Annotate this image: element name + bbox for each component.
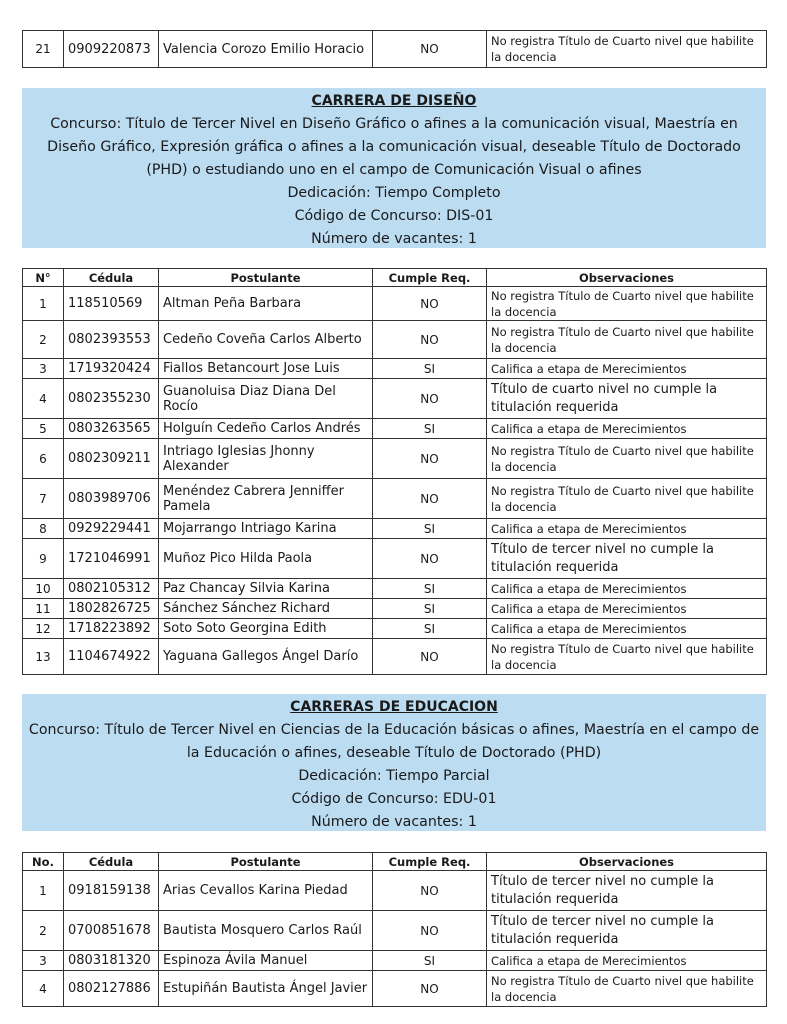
cedula-cell: 0803989706 <box>64 479 159 519</box>
row-number: 7 <box>23 479 64 519</box>
observaciones-cell: Título de cuarto nivel no cumple la titulación requerida <box>487 379 767 419</box>
postulante-cell: Mojarrango Intriago Karina <box>159 519 373 539</box>
postulante-cell: Paz Chancay Silvia Karina <box>159 579 373 599</box>
cedula-cell: 0802127886 <box>64 971 159 1007</box>
postulante-cell: Guanoluisa Diaz Diana Del Rocío <box>159 379 373 419</box>
postulante-cell: Altman Peña Barbara <box>159 287 373 321</box>
section-title: CARRERA DE DISEÑO <box>311 93 477 109</box>
table-row <box>23 359 767 379</box>
header-cedula: Cédula <box>64 853 159 871</box>
row-number: 5 <box>23 419 64 439</box>
dedicacion-text: Dedicación: Tiempo Completo <box>287 185 501 201</box>
table-row <box>23 971 767 1007</box>
row-number: 12 <box>23 619 64 639</box>
row-number: 3 <box>23 951 64 971</box>
table-row <box>23 871 767 911</box>
cedula-cell: 1721046991 <box>64 539 159 579</box>
section-title: CARRERAS DE EDUCACION <box>290 699 498 715</box>
observaciones-cell: No registra Título de Cuarto nivel que habilite la docencia <box>487 479 767 519</box>
table-row <box>23 539 767 579</box>
cedula-cell: 0700851678 <box>64 911 159 951</box>
observaciones-cell: Título de tercer nivel no cumple la titulación requerida <box>487 911 767 951</box>
cumple-cell: SI <box>373 579 487 599</box>
postulante-cell: Menéndez Cabrera Jenniffer Pamela <box>159 479 373 519</box>
observaciones-cell: Califica a etapa de Merecimientos <box>487 579 767 599</box>
cedula-cell: 0802393553 <box>64 321 159 359</box>
header-cedula: Cédula <box>64 269 159 287</box>
table-row <box>23 579 767 599</box>
postulante-cell: Arias Cevallos Karina Piedad <box>159 871 373 911</box>
cedula-cell: 1719320424 <box>64 359 159 379</box>
header-n: No. <box>23 853 64 871</box>
observaciones-cell: Califica a etapa de Merecimientos <box>487 599 767 619</box>
row-number: 13 <box>23 639 64 675</box>
codigo-text: Código de Concurso: EDU-01 <box>291 791 497 807</box>
cedula-cell: 0803181320 <box>64 951 159 971</box>
postulante-cell: Intriago Iglesias Jhonny Alexander <box>159 439 373 479</box>
postulante-cell: Soto Soto Georgina Edith <box>159 619 373 639</box>
previous-table-tail <box>22 30 767 68</box>
table-row <box>23 321 767 359</box>
row-number: 3 <box>23 359 64 379</box>
row-number: 2 <box>23 911 64 951</box>
header-observaciones: Observaciones <box>487 853 767 871</box>
observaciones-cell: Título de tercer nivel no cumple la titulación requerida <box>487 871 767 911</box>
row-number: 8 <box>23 519 64 539</box>
row-number: 1 <box>23 871 64 911</box>
postulante-cell: Valencia Corozo Emilio Horacio <box>159 31 373 68</box>
row-number: 10 <box>23 579 64 599</box>
table-row <box>23 951 767 971</box>
codigo-text: Código de Concurso: DIS-01 <box>294 208 494 224</box>
table-row <box>23 639 767 675</box>
vacantes-text: Número de vacantes: 1 <box>311 814 477 830</box>
cumple-cell: SI <box>373 419 487 439</box>
row-number: 11 <box>23 599 64 619</box>
concurso-text: Concurso: Título de Tercer Nivel en Ciencias de la Educación básicas o afines, Maestría en el campo de la Educación o afines, deseable Título de Doctorado (PHD) <box>28 722 760 761</box>
table-row <box>23 439 767 479</box>
observaciones-cell: Califica a etapa de Merecimientos <box>487 619 767 639</box>
diseno-table <box>22 268 767 675</box>
table-row <box>23 519 767 539</box>
cumple-cell: SI <box>373 951 487 971</box>
observaciones-cell: No registra Título de Cuarto nivel que habilite la docencia <box>487 31 767 68</box>
cumple-cell: NO <box>373 539 487 579</box>
header-n: N° <box>23 269 64 287</box>
cumple-cell: SI <box>373 519 487 539</box>
cedula-cell: 0909220873 <box>64 31 159 68</box>
cumple-cell: NO <box>373 971 487 1007</box>
row-number: 9 <box>23 539 64 579</box>
header-observaciones: Observaciones <box>487 269 767 287</box>
row-number: 2 <box>23 321 64 359</box>
table-row <box>23 287 767 321</box>
observaciones-cell: No registra Título de Cuarto nivel que habilite la docencia <box>487 321 767 359</box>
postulante-cell: Muñoz Pico Hilda Paola <box>159 539 373 579</box>
row-number: 1 <box>23 287 64 321</box>
header-cumple: Cumple Req. <box>373 269 487 287</box>
table-row <box>23 911 767 951</box>
cedula-cell: 1802826725 <box>64 599 159 619</box>
cumple-cell: NO <box>373 287 487 321</box>
vacantes-text: Número de vacantes: 1 <box>311 231 477 247</box>
observaciones-cell: Califica a etapa de Merecimientos <box>487 359 767 379</box>
row-number: 6 <box>23 439 64 479</box>
header-cumple: Cumple Req. <box>373 853 487 871</box>
observaciones-cell: Califica a etapa de Merecimientos <box>487 951 767 971</box>
cumple-cell: SI <box>373 359 487 379</box>
row-number: 21 <box>23 31 64 68</box>
observaciones-cell: Título de tercer nivel no cumple la titulación requerida <box>487 539 767 579</box>
row-number: 4 <box>23 379 64 419</box>
table-row <box>23 619 767 639</box>
table-row <box>23 31 767 68</box>
cedula-cell: 0802309211 <box>64 439 159 479</box>
postulante-cell: Bautista Mosquero Carlos Raúl <box>159 911 373 951</box>
educacion-table <box>22 852 767 1007</box>
table-row <box>23 599 767 619</box>
cedula-cell: 0918159138 <box>64 871 159 911</box>
cedula-cell: 0803263565 <box>64 419 159 439</box>
observaciones-cell: No registra Título de Cuarto nivel que habilite la docencia <box>487 639 767 675</box>
row-number: 4 <box>23 971 64 1007</box>
postulante-cell: Yaguana Gallegos Ángel Darío <box>159 639 373 675</box>
cedula-cell: 1718223892 <box>64 619 159 639</box>
dedicacion-text: Dedicación: Tiempo Parcial <box>298 768 490 784</box>
postulante-cell: Fiallos Betancourt Jose Luis <box>159 359 373 379</box>
cedula-cell: 1104674922 <box>64 639 159 675</box>
cumple-cell: NO <box>373 639 487 675</box>
cedula-cell: 0802105312 <box>64 579 159 599</box>
cumple-cell: SI <box>373 619 487 639</box>
cumple-cell: NO <box>373 439 487 479</box>
educacion-banner <box>22 694 766 831</box>
table-row <box>23 419 767 439</box>
observaciones-cell: No registra Título de Cuarto nivel que habilite la docencia <box>487 971 767 1007</box>
table-header-row <box>23 269 767 287</box>
diseno-banner <box>22 88 766 248</box>
cedula-cell: 0802355230 <box>64 379 159 419</box>
postulante-cell: Cedeño Coveña Carlos Alberto <box>159 321 373 359</box>
postulante-cell: Estupiñán Bautista Ángel Javier <box>159 971 373 1007</box>
observaciones-cell: Califica a etapa de Merecimientos <box>487 519 767 539</box>
cumple-cell: NO <box>373 379 487 419</box>
observaciones-cell: No registra Título de Cuarto nivel que habilite la docencia <box>487 439 767 479</box>
observaciones-cell: No registra Título de Cuarto nivel que habilite la docencia <box>487 287 767 321</box>
cedula-cell: 0929229441 <box>64 519 159 539</box>
cumple-cell: NO <box>373 31 487 68</box>
postulante-cell: Holguín Cedeño Carlos Andrés <box>159 419 373 439</box>
cumple-cell: NO <box>373 911 487 951</box>
table-row <box>23 479 767 519</box>
cumple-cell: NO <box>373 479 487 519</box>
cumple-cell: SI <box>373 599 487 619</box>
cumple-cell: NO <box>373 321 487 359</box>
postulante-cell: Espinoza Ávila Manuel <box>159 951 373 971</box>
header-postulante: Postulante <box>159 853 373 871</box>
cedula-cell: 118510569 <box>64 287 159 321</box>
header-postulante: Postulante <box>159 269 373 287</box>
cumple-cell: NO <box>373 871 487 911</box>
postulante-cell: Sánchez Sánchez Richard <box>159 599 373 619</box>
table-row <box>23 379 767 419</box>
observaciones-cell: Califica a etapa de Merecimientos <box>487 419 767 439</box>
concurso-text: Concurso: Título de Tercer Nivel en Diseño Gráfico o afines a la comunicación visual, Maestría en Diseño Gráfico, Expresión gráfica o afines a la comunicación visual, deseable Título de Doctorado (PHD) o estudiando uno en el campo de Comunicación Visual o afines <box>47 116 741 178</box>
table-header-row <box>23 853 767 871</box>
